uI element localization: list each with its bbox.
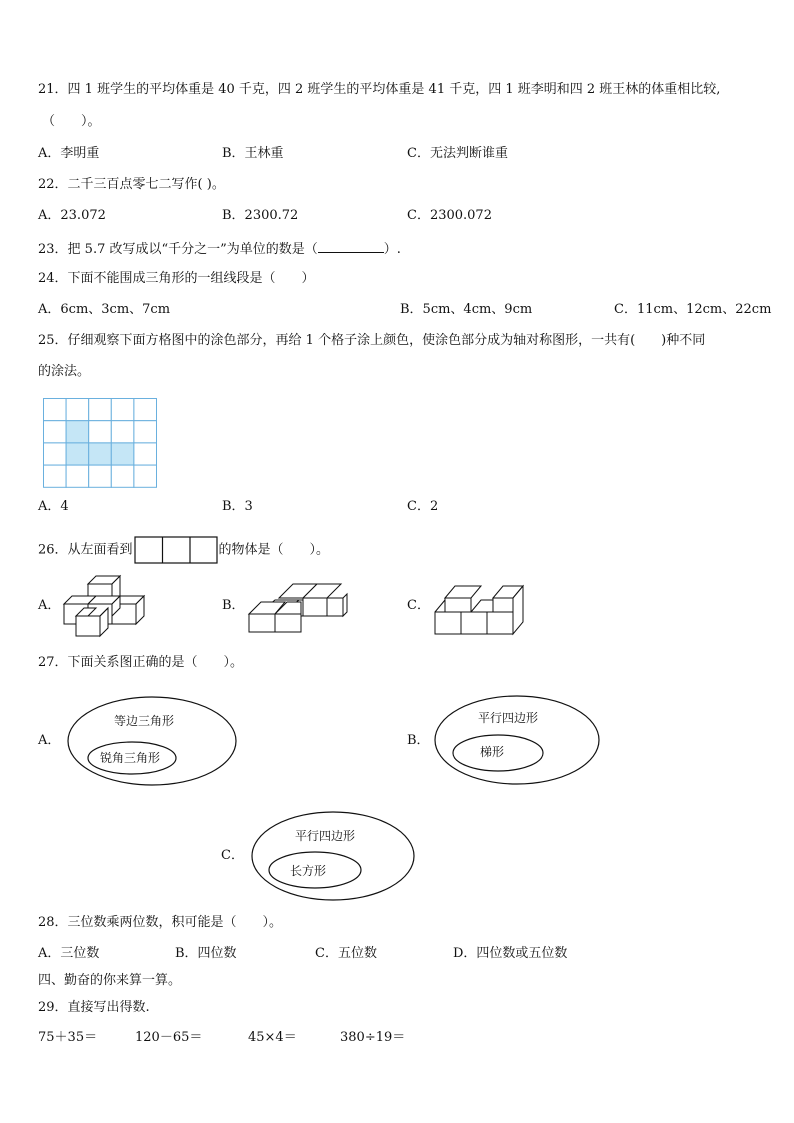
q27-b-inner-label: 梯形 — [480, 745, 505, 759]
grid-cell[interactable] — [89, 399, 112, 421]
q29-item[interactable]: 380÷19＝ — [340, 1030, 406, 1045]
grid-cell[interactable] — [89, 465, 112, 487]
q23-line — [38, 240, 401, 258]
q26-option-c[interactable]: C． — [407, 598, 430, 613]
q27-option-c[interactable]: C． — [221, 848, 244, 863]
grid-cell[interactable] — [134, 399, 157, 421]
grid-cell[interactable] — [111, 465, 134, 487]
q22-option-b[interactable]: B．2300.72 — [222, 208, 299, 223]
q27-a-inner-label: 锐角三角形 — [100, 751, 161, 765]
q23-answer-blank[interactable] — [318, 240, 384, 253]
grid-cell[interactable] — [66, 399, 89, 421]
q27-option-a[interactable]: A． — [38, 733, 61, 748]
q28-option-a[interactable]: A．三位数 — [38, 946, 100, 961]
q25-option-a[interactable]: A．4 — [38, 499, 69, 514]
q29-item[interactable]: 75＋35＝ — [38, 1030, 98, 1045]
grid-cell[interactable] — [44, 465, 67, 487]
q24-option-a[interactable]: A．6cm、3cm、7cm — [38, 302, 171, 317]
grid-cell[interactable] — [134, 421, 157, 443]
q26-text-end: 的物体是（ ）。 — [218, 542, 330, 558]
q29-item[interactable]: 45×4＝ — [248, 1030, 297, 1045]
q23-text-end: ）. — [383, 242, 401, 257]
grid-cell[interactable] — [44, 399, 67, 421]
grid-cell-shaded[interactable] — [66, 443, 89, 465]
q25-text-2: 的涂法。 — [38, 364, 91, 379]
q25-text: 25．仔细观察下面方格图中的涂色部分，再给 1 个格子涂上颜色，使涂色部分成为轴对称图形，一共有( )种不同 — [38, 333, 706, 348]
q23-text: 23．把 5.7 改写成以“千分之一”为单位的数是（ — [38, 242, 318, 257]
q27-option-c-diagram[interactable] — [251, 812, 417, 902]
q29-item[interactable]: 120－65＝ — [135, 1030, 203, 1045]
q27-option-b[interactable]: B． — [407, 733, 430, 748]
q28-option-b[interactable]: B．四位数 — [175, 946, 237, 961]
q27-b-outer-label: 平行四边形 — [478, 711, 539, 725]
q29-text: 29．直接写出得数. — [38, 1000, 150, 1015]
grid-cell[interactable] — [44, 443, 67, 465]
q26-option-a[interactable]: A． — [38, 598, 61, 613]
q27-a-outer-label: 等边三角形 — [114, 714, 175, 728]
grid-cell[interactable] — [66, 465, 89, 487]
grid-cell[interactable] — [89, 421, 112, 443]
grid-cell[interactable] — [44, 421, 67, 443]
q26-line — [38, 536, 329, 564]
q27-option-b-diagram[interactable] — [434, 696, 602, 786]
q27-c-inner-label: 长方形 — [290, 864, 327, 878]
q24-option-c[interactable]: C．11cm、12cm、22cm — [614, 302, 772, 317]
grid-cell[interactable] — [111, 399, 134, 421]
grid-cell-shaded[interactable] — [66, 421, 89, 443]
q21-text: 21．四 1 班学生的平均体重是 40 千克，四 2 班学生的平均体重是 41 千克，四 1 班李明和四 2 班王林的体重相比较, — [38, 82, 721, 97]
grid-cell[interactable] — [134, 443, 157, 465]
q22-option-c[interactable]: C．2300.072 — [407, 208, 492, 223]
q22-text: 22．二千三百点零七二写作( )。 — [38, 177, 225, 192]
q21-option-c[interactable]: C．无法判断谁重 — [407, 146, 508, 161]
q26-option-b-figure[interactable] — [249, 580, 349, 634]
q22-option-a[interactable]: A．23.072 — [38, 208, 106, 223]
grid-cell[interactable] — [111, 421, 134, 443]
q21-option-a[interactable]: A．李明重 — [38, 146, 100, 161]
q24-option-b[interactable]: B．5cm、4cm、9cm — [400, 302, 533, 317]
section-4-heading: 四、勤奋的你来算一算。 — [38, 973, 182, 988]
q25-option-b[interactable]: B．3 — [222, 499, 253, 514]
grid-cell[interactable] — [134, 465, 157, 487]
q27-c-outer-label: 平行四边形 — [295, 829, 356, 843]
q26-option-c-figure[interactable] — [435, 584, 525, 636]
q21-option-b[interactable]: B．王林重 — [222, 146, 284, 161]
q26-left-view-figure — [133, 536, 219, 564]
q26-option-a-figure[interactable] — [64, 576, 148, 638]
grid-cell-shaded[interactable] — [89, 443, 112, 465]
q27-option-a-diagram[interactable] — [68, 697, 240, 787]
q21-answer-blank[interactable]: （ ）。 — [42, 114, 101, 129]
q28-text: 28．三位数乘两位数，积可能是（ ）。 — [38, 915, 283, 930]
q24-text: 24．下面不能围成三角形的一组线段是（ ） — [38, 271, 315, 286]
q26-text: 26．从左面看到 — [38, 542, 133, 558]
q26-option-b[interactable]: B． — [222, 598, 245, 613]
q28-option-d[interactable]: D．四位数或五位数 — [453, 946, 568, 961]
q27-text: 27．下面关系图正确的是（ ）。 — [38, 655, 244, 670]
q25-grid-figure — [43, 398, 157, 488]
grid-cell-shaded[interactable] — [111, 443, 134, 465]
q25-option-c[interactable]: C．2 — [407, 499, 439, 514]
q28-option-c[interactable]: C．五位数 — [315, 946, 377, 961]
